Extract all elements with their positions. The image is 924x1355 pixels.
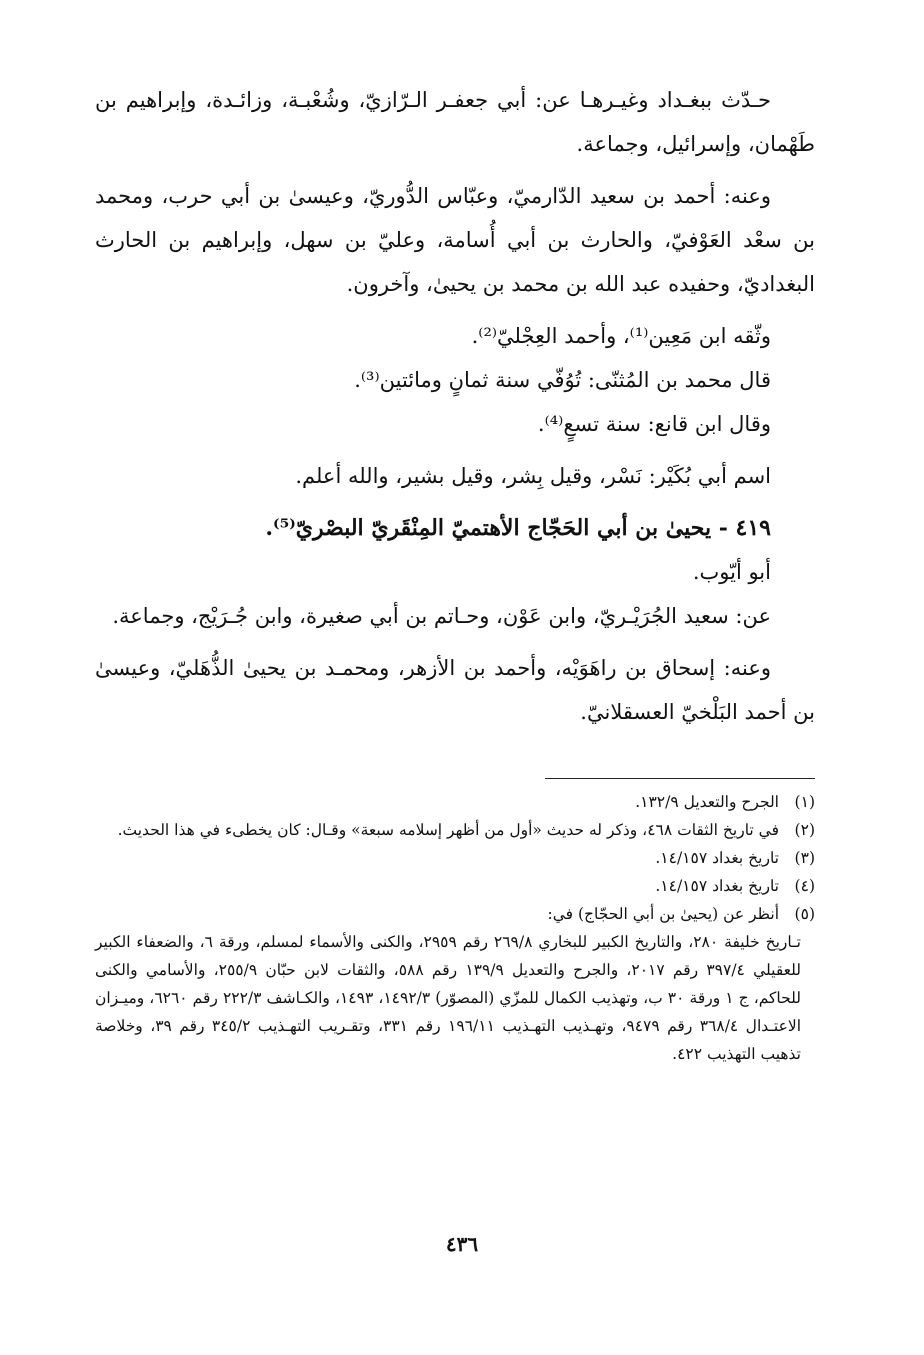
paragraph-death-date: قال محمد بن المُثنّى: تُوُفّي سنة ثمانٍ ومائتين⁽³⁾. xyxy=(354,368,771,392)
footnote-text: الجرح والتعديل ١٣٢/٩. xyxy=(635,793,779,811)
main-text xyxy=(95,78,815,734)
footnote-text: تاريخ بغداد ١٤/١٥٧. xyxy=(655,849,779,867)
footnote-text: تاريخ بغداد ١٤/١٥٧. xyxy=(655,877,779,895)
entry-heading: ٤١٩ - يحيىٰ بن أبي الحَجّاج الأهتميّ المِنْقَريّ البصْريّ⁽⁵⁾. xyxy=(265,515,771,541)
paragraph-name-note: اسم أبي بُكَيْر: نَسْر، وقيل بِشر، وقيل بشير، والله أعلم. xyxy=(295,464,771,488)
footnotes xyxy=(95,788,815,1068)
page-number: ٤٣٦ xyxy=(445,1232,479,1256)
footnote-number: (١) xyxy=(794,793,815,811)
paragraph-kunya: أبو أيّوب. xyxy=(692,560,771,584)
footnote-1 xyxy=(95,788,815,816)
page xyxy=(95,78,815,1278)
paragraph-narrators-to: وعنه: أحمد بن سعيد الدّارميّ، وعبّاس الدُّوريّ، وعيسىٰ بن أبي حرب، ومحمد بن سعْد العَوْفيّ، والحارث بن أبي أُسامة، وعليّ بن سهل، وإبراهيم بن الحارث البغداديّ، وحفيده عبد الله بن محمد بن يحيىٰ، وآخرون. xyxy=(95,184,815,296)
footnote-number: (٢) xyxy=(794,821,815,839)
footnote-4 xyxy=(95,872,815,900)
paragraph-death-date-alt: وقال ابن قانع: سنة تسعٍ⁽⁴⁾. xyxy=(537,412,771,436)
paragraph-authentication: وثّقه ابن مَعِين⁽¹⁾، وأحمد العِجْليّ⁽²⁾. xyxy=(471,324,771,348)
footnote-number: (٤) xyxy=(794,877,815,895)
footnote-number: (٥) xyxy=(794,905,815,923)
footnote-text: في تاريخ الثقات ٤٦٨، وذكر له حديث «أول من أظهر إسلامه سبعة» وقـال: كان يخطىء في هذا الحديث. xyxy=(117,821,779,839)
footnote-number: (٣) xyxy=(794,849,815,867)
footnote-5 xyxy=(95,900,815,928)
paragraph-entry-from: عن: سعيد الجُرَيْـريّ، وابن عَوْن، وحـاتم بن أبي صغيرة، وابن جُـرَيْج، وجماعة. xyxy=(112,604,771,628)
paragraph-entry-to: وعنه: إسحاق بن راهَوَيْه، وأحمد بن الأزهر، ومحمـد بن يحيىٰ الذُّهَليّ، وعيسىٰ بن أحمد البَلْخيّ العسقلانيّ. xyxy=(95,656,815,724)
footnote-2 xyxy=(95,816,815,844)
footnote-5-continuation: تـاريخ خليفة ٢٨٠، والتاريخ الكبير للبخاري ٢٦٩/٨ رقم ٢٩٥٩، والكنى والأسماء لمسلم، ورقة ٦، والضعفاء الكبير للعقيلي ٣٩٧/٤ رقم ٢٠١٧، والجرح والتعديل ١٣٩/٩ رقم ٥٨٨، والثقات لابن حبّان ٢٥٥/٩، والأسامي والكنى للحاكم، ج ١ ورقة ٣٠ ب، وتهذيب الكمال للمزّي (المصوّر) ١٤٩٢/٣، ١٤٩٣، والكـاشف ٢٢٢/٣ رقم ٦٢٦٠، وميـزان الاعتـدال ٣٦٨/٤ رقم ٩٤٧٩، وتهـذيب التهـذيب ١٩٦/١١ رقم ٣٣١، وتقـريب التهـذيب ٣٤٥/٢ رقم ٣٩، وخلاصة تذهيب التهذيب ٤٢٢. xyxy=(95,933,801,1063)
footnote-divider xyxy=(545,778,815,779)
paragraph-narrators-from: حـدّث ببغـداد وغيـرهـا عن: أبي جعفـر الـرّازيّ، وشُعْبـة، وزائـدة، وإبراهيم بن طَهْمان، وإسرائيل، وجماعة. xyxy=(95,88,815,156)
footnote-3 xyxy=(95,844,815,872)
footnote-text: أنظر عن (يحيىٰ بن أبي الحجّاج) في: xyxy=(547,905,779,923)
